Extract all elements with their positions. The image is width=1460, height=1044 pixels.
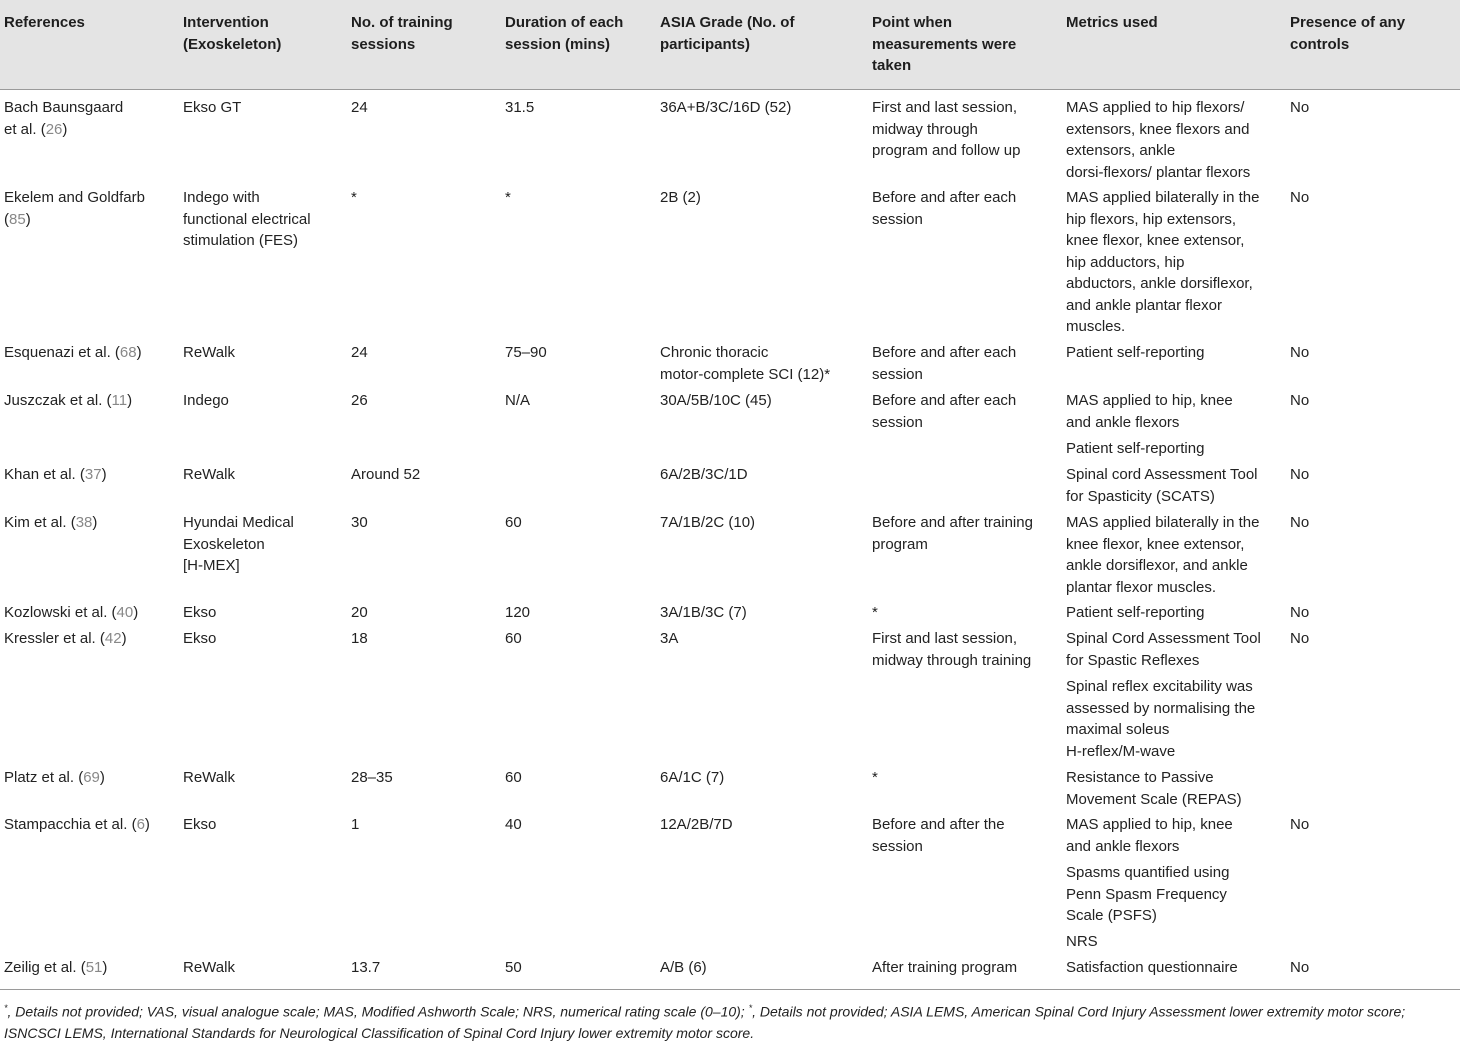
cell-intervention: Ekso <box>183 816 217 833</box>
citation-number: 6 <box>136 816 145 833</box>
cell-controls: No <box>1290 189 1310 206</box>
cell-metrics: Spinal cord Assessment Tool for Spasticity (SCATS) <box>1066 466 1258 505</box>
cell-metrics: Spinal reflex excitability was assessed by normalising the maximal soleus H-reflex/M-wave <box>1066 678 1256 760</box>
citation-number: 69 <box>83 769 100 786</box>
cell-session-duration: 75–90 <box>505 344 547 361</box>
cell-metrics: MAS applied to hip, knee and ankle flexors <box>1066 816 1233 855</box>
cell-metrics: Resistance to Passive Movement Scale (REPAS) <box>1066 769 1242 808</box>
cell-intervention: ReWalk <box>183 344 235 361</box>
cell-asia-grade: 7A/1B/2C (10) <box>660 514 756 531</box>
header-references: References <box>4 14 85 31</box>
cell-controls: No <box>1290 514 1310 531</box>
citation-number: 68 <box>119 344 137 361</box>
cell-measurement-point: Before and after training program <box>872 514 1033 553</box>
cell-metrics: Patient self-reporting <box>1066 440 1205 457</box>
cell-asia-grade: 3A <box>660 630 679 647</box>
cell-metrics: Spasms quantified using Penn Spasm Frequency Scale (PSFS) <box>1066 864 1230 924</box>
cell-references: Esquenazi et al. (68) <box>4 344 142 361</box>
cell-measurement-point: Before and after the session <box>872 816 1005 855</box>
cell-session-duration: 60 <box>505 630 522 647</box>
footnote-mark: * <box>748 1003 753 1013</box>
cell-training-sessions: 1 <box>351 816 360 833</box>
header-controls: Presence of any controls <box>1290 14 1406 53</box>
cell-session-duration: N/A <box>505 392 531 409</box>
cell-measurement-point: First and last session, midway through program and follow up <box>872 99 1021 159</box>
cell-asia-grade: 6A/1C (7) <box>660 769 725 786</box>
cell-training-sessions: Around 52 <box>351 466 421 483</box>
cell-metrics: MAS applied to hip flexors/ extensors, knee flexors and extensors, ankle dorsi-flexors/ plantar flexors <box>1066 99 1251 181</box>
cell-intervention: Indego <box>183 392 229 409</box>
cell-session-duration: 60 <box>505 514 522 531</box>
cell-asia-grade: 3A/1B/3C (7) <box>660 604 747 621</box>
header-training-sessions: No. of training sessions <box>351 14 453 53</box>
cell-metrics: MAS applied bilaterally in the knee flexor, knee extensor, ankle dorsiflexor, and ankle plantar flexor muscles. <box>1066 514 1260 596</box>
cell-session-duration: 120 <box>505 604 531 621</box>
cell-measurement-point: Before and after each session <box>872 344 1017 383</box>
header-session-duration: Duration of each session (mins) <box>505 14 624 53</box>
cell-session-duration: 60 <box>505 769 522 786</box>
cell-references: Juszczak et al. (11) <box>4 392 133 409</box>
cell-controls: No <box>1290 344 1310 361</box>
header-metrics: Metrics used <box>1066 14 1158 31</box>
cell-metrics: Patient self-reporting <box>1066 344 1205 361</box>
footnote-text: , Details not provided; VAS, visual analogue scale; MAS, Modified Ashworth Scale; NRS, numerical rating scale (0–10); <box>7 1003 749 1020</box>
cell-references: Kim et al. (38) <box>4 514 98 531</box>
cell-measurement-point: First and last session, midway through training <box>872 630 1032 669</box>
cell-metrics: Spinal Cord Assessment Tool for Spastic Reflexes <box>1066 630 1261 669</box>
footnote-text: , Details not provided; ASIA LEMS, American Spinal Cord Injury Assessment lower extremity motor score; ISNCSCI LEMS, International Standards for Neurological Classification of Spinal Cord Injury lower extremity motor score. <box>4 1003 1406 1041</box>
cell-metrics: MAS applied bilaterally in the hip flexors, hip extensors, knee flexor, knee extensor, hip adductors, hip abductors, ankle dorsiflexor, and ankle plantar flexor muscles. <box>1066 189 1260 335</box>
cell-intervention: Hyundai Medical Exoskeleton [H-MEX] <box>183 514 294 574</box>
cell-asia-grade: A/B (6) <box>660 959 707 976</box>
cell-asia-grade: 36A+B/3C/16D (52) <box>660 99 792 116</box>
cell-training-sessions: 13.7 <box>351 959 381 976</box>
cell-asia-grade: 2B (2) <box>660 189 701 206</box>
table-bottom-rule <box>0 989 1460 990</box>
citation-number: 11 <box>111 392 128 409</box>
cell-asia-grade: 12A/2B/7D <box>660 816 733 833</box>
cell-measurement-point: Before and after each session <box>872 189 1017 228</box>
cell-session-duration: 50 <box>505 959 522 976</box>
cell-measurement-point: * <box>872 769 878 786</box>
cell-training-sessions: 24 <box>351 344 368 361</box>
header-measurement-point: Point when measurements were taken <box>872 14 1017 74</box>
table-footnote <box>4 998 1454 1044</box>
citation-number: 26 <box>45 120 63 138</box>
cell-training-sessions: 28–35 <box>351 769 393 786</box>
cell-controls: No <box>1290 959 1310 976</box>
cell-training-sessions: 30 <box>351 514 368 531</box>
citation-number: 85 <box>9 210 26 228</box>
cell-measurement-point: * <box>872 604 878 621</box>
cell-references: Ekelem and Goldfarb (85) <box>4 189 145 228</box>
cell-asia-grade: 30A/5B/10C (45) <box>660 392 772 409</box>
table-header <box>0 0 1460 90</box>
cell-metrics: Satisfaction questionnaire <box>1066 959 1238 976</box>
cell-session-duration: * <box>505 189 511 206</box>
cell-intervention: Ekso <box>183 630 217 647</box>
cell-measurement-point: Before and after each session <box>872 392 1017 431</box>
cell-references: Kressler et al. (42) <box>4 630 127 647</box>
cell-controls: No <box>1290 604 1310 621</box>
cell-training-sessions: 18 <box>351 630 368 647</box>
cell-references: Khan et al. (37) <box>4 466 107 483</box>
header-asia-grade: ASIA Grade (No. of participants) <box>660 14 795 53</box>
cell-asia-grade: Chronic thoracic motor-complete SCI (12)* <box>660 344 831 383</box>
cell-references: Platz et al. (69) <box>4 769 105 786</box>
citation-number: 38 <box>75 514 93 531</box>
cell-controls: No <box>1290 816 1310 833</box>
cell-metrics: Patient self-reporting <box>1066 604 1205 621</box>
cell-references: Bach Baunsgaard et al. (26) <box>4 99 124 138</box>
citation-number: 37 <box>84 466 102 483</box>
cell-intervention: ReWalk <box>183 769 235 786</box>
cell-session-duration: 40 <box>505 816 522 833</box>
cell-intervention: ReWalk <box>183 466 235 483</box>
cell-metrics: NRS <box>1066 933 1098 950</box>
cell-controls: No <box>1290 466 1310 483</box>
citation-number: 51 <box>85 959 103 976</box>
citation-number: 42 <box>104 630 122 647</box>
cell-training-sessions: 20 <box>351 604 368 621</box>
cell-references: Zeilig et al. (51) <box>4 959 108 976</box>
cell-intervention: ReWalk <box>183 959 235 976</box>
cell-intervention: Ekso <box>183 604 217 621</box>
cell-intervention: Ekso GT <box>183 99 242 116</box>
cell-references: Kozlowski et al. (40) <box>4 604 139 621</box>
cell-controls: No <box>1290 392 1310 409</box>
cell-controls: No <box>1290 630 1310 647</box>
cell-training-sessions: 26 <box>351 392 368 409</box>
cell-metrics: MAS applied to hip, knee and ankle flexors <box>1066 392 1233 431</box>
cell-controls: No <box>1290 99 1310 116</box>
cell-references: Stampacchia et al. (6) <box>4 816 150 833</box>
cell-measurement-point: After training program <box>872 959 1018 976</box>
footnote-mark: * <box>4 1003 8 1013</box>
cell-asia-grade: 6A/2B/3C/1D <box>660 466 748 483</box>
cell-training-sessions: * <box>351 189 357 206</box>
cell-training-sessions: 24 <box>351 99 368 116</box>
header-intervention: Intervention (Exoskeleton) <box>183 14 282 53</box>
cell-session-duration: 31.5 <box>505 99 535 116</box>
citation-number: 40 <box>116 604 134 621</box>
cell-intervention: Indego with functional electrical stimulation (FES) <box>183 189 311 249</box>
